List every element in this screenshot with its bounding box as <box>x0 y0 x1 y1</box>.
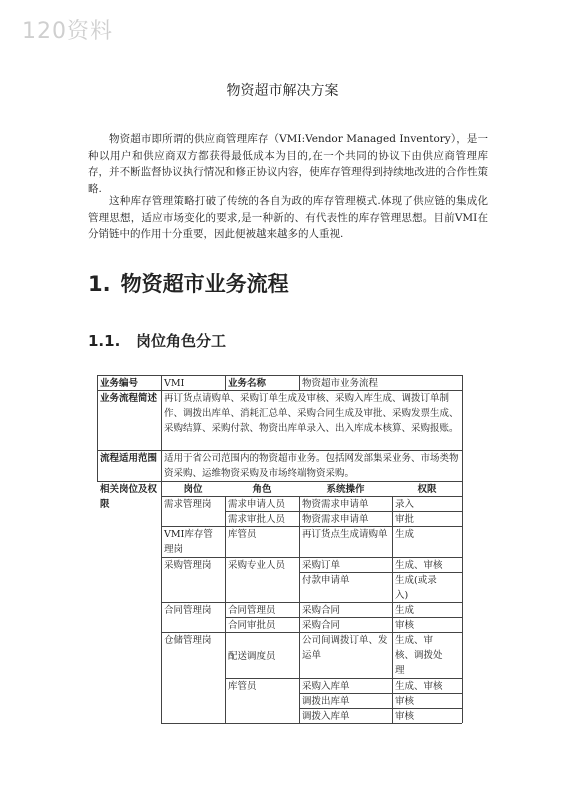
role-cell: 配送调度员 <box>228 651 276 662</box>
table-line <box>299 693 462 694</box>
intro-paragraph-1: 物资超市即所谓的供应商管理库存（VMI:Vendor Managed Inventory），是一种以用户和供应商双方都获得最低成本为目的,在一个共同的协议下由供应商管理库存，并不断监督协议执行情况和修正协议内容，使库存管理得到持续地改进的合作性策略. <box>88 133 488 195</box>
table-line <box>161 602 462 603</box>
op-cell: 采购合同 <box>302 620 341 631</box>
business-name-value: 物资超市业务流程 <box>302 378 379 389</box>
perm-cell: 审批 <box>395 514 415 525</box>
op-cell: 再订货点生成请购单 <box>302 529 388 540</box>
section-number: 1. <box>88 272 111 296</box>
perm-cell: 生成 <box>395 605 415 616</box>
roles-label: 相关岗位及权限 <box>100 484 158 510</box>
perm-cell: 生成、审核 <box>395 560 443 571</box>
subsection-number: 1.1. <box>88 332 121 350</box>
table-line <box>225 511 462 512</box>
role-cell: 采购专业人员 <box>228 560 286 571</box>
table-line <box>97 375 98 481</box>
business-name-label: 业务名称 <box>228 378 267 389</box>
table-line <box>225 617 462 618</box>
table-line <box>462 375 463 723</box>
op-cell: 调拨出库单 <box>302 696 350 707</box>
op-cell: 物资需求申请单 <box>302 514 369 525</box>
perm-cell: 审核 <box>395 620 415 631</box>
table-line <box>392 496 393 723</box>
op-cell: 付款申请单 <box>302 575 350 586</box>
post-cell: 仓储管理岗 <box>164 635 212 646</box>
table-line <box>161 632 462 633</box>
role-cell: 合同审批员 <box>228 620 276 631</box>
op-cell: 采购入库单 <box>302 681 350 692</box>
flow-label: 业务流程简述 <box>100 393 158 404</box>
header-post: 岗位 <box>183 484 203 495</box>
op-cell: 采购订单 <box>302 560 341 571</box>
subsection-heading-1-1 <box>88 330 226 351</box>
table-line <box>299 375 300 390</box>
perm-cell: 录入 <box>395 499 415 510</box>
perm-cell: 生成、审核、调拨处理 <box>395 635 443 676</box>
section-heading-1 <box>88 268 289 298</box>
flow-description: 再订货点请购单、采购订单生成及审核、采购入库生成、调拨订单制作、调拨出库单、消耗汇总单、采购合同生成及审批、采购发票生成、采购结算、采购付款、物资出库单录入、出入库成本核算、采购报账。 <box>164 393 459 434</box>
op-cell: 采购合同 <box>302 605 341 616</box>
table-line <box>225 375 226 390</box>
perm-cell: 生成、审核 <box>395 681 443 692</box>
role-cell: 库管员 <box>228 681 257 692</box>
header-permission: 权限 <box>417 484 437 495</box>
table-line <box>225 678 462 679</box>
role-cell: 库管员 <box>228 529 257 540</box>
op-cell: 公司间调拨订单、发运单 <box>302 635 388 661</box>
table-line <box>97 450 462 451</box>
watermark: 120资料 <box>22 19 113 44</box>
scope-description: 适用于省公司范围内的物资超市业务。包括网发部集采业务、市场类物资采购、运维物资采购及市场终端物资采购。 <box>164 453 459 479</box>
table-line <box>161 723 462 724</box>
business-no-label: 业务编号 <box>100 378 139 389</box>
table-line <box>161 375 162 723</box>
post-cell: 需求管理岗 <box>164 499 212 510</box>
table-line <box>299 572 462 573</box>
header-role: 角色 <box>252 484 272 495</box>
perm-cell: 生成(或录入) <box>395 575 437 601</box>
business-no-value: VMI <box>164 378 185 389</box>
scope-label: 流程适用范围 <box>100 453 158 464</box>
role-cell: 合同管理员 <box>228 605 276 616</box>
intro-paragraph-2: 这种库存管理策略打破了传统的各自为政的库存管理模式.体现了供应链的集成化管理思想，适应市场变化的要求,是一种新的、有代表性的库存管理思想。目前VMI在分销链中的作用十分重要，因此便被越来越多的人重视. <box>88 195 488 240</box>
op-cell: 物资需求申请单 <box>302 499 369 510</box>
table-line <box>299 496 300 723</box>
perm-cell: 审核 <box>395 711 415 722</box>
table-line <box>161 526 462 527</box>
perm-cell: 审核 <box>395 696 415 707</box>
post-cell: 采购管理岗 <box>164 560 212 571</box>
document-title: 物资超市解决方案 <box>226 83 339 99</box>
table-line <box>161 496 462 497</box>
table-line <box>97 390 462 391</box>
op-cell: 调拨入库单 <box>302 711 350 722</box>
header-system-op: 系统操作 <box>326 484 365 495</box>
role-cell: 需求审批人员 <box>228 514 286 525</box>
perm-cell: 生成 <box>395 529 415 540</box>
table-line <box>161 557 462 558</box>
section-title: 物资超市业务流程 <box>120 272 289 296</box>
table-line <box>225 496 226 723</box>
table-line <box>97 375 462 376</box>
post-cell: VMI库存管理岗 <box>164 529 213 555</box>
subsection-title: 岗位角色分工 <box>136 332 227 350</box>
table-line <box>299 708 462 709</box>
post-cell: 合同管理岗 <box>164 605 212 616</box>
role-cell: 需求申请人员 <box>228 499 286 510</box>
table-line <box>97 481 462 482</box>
